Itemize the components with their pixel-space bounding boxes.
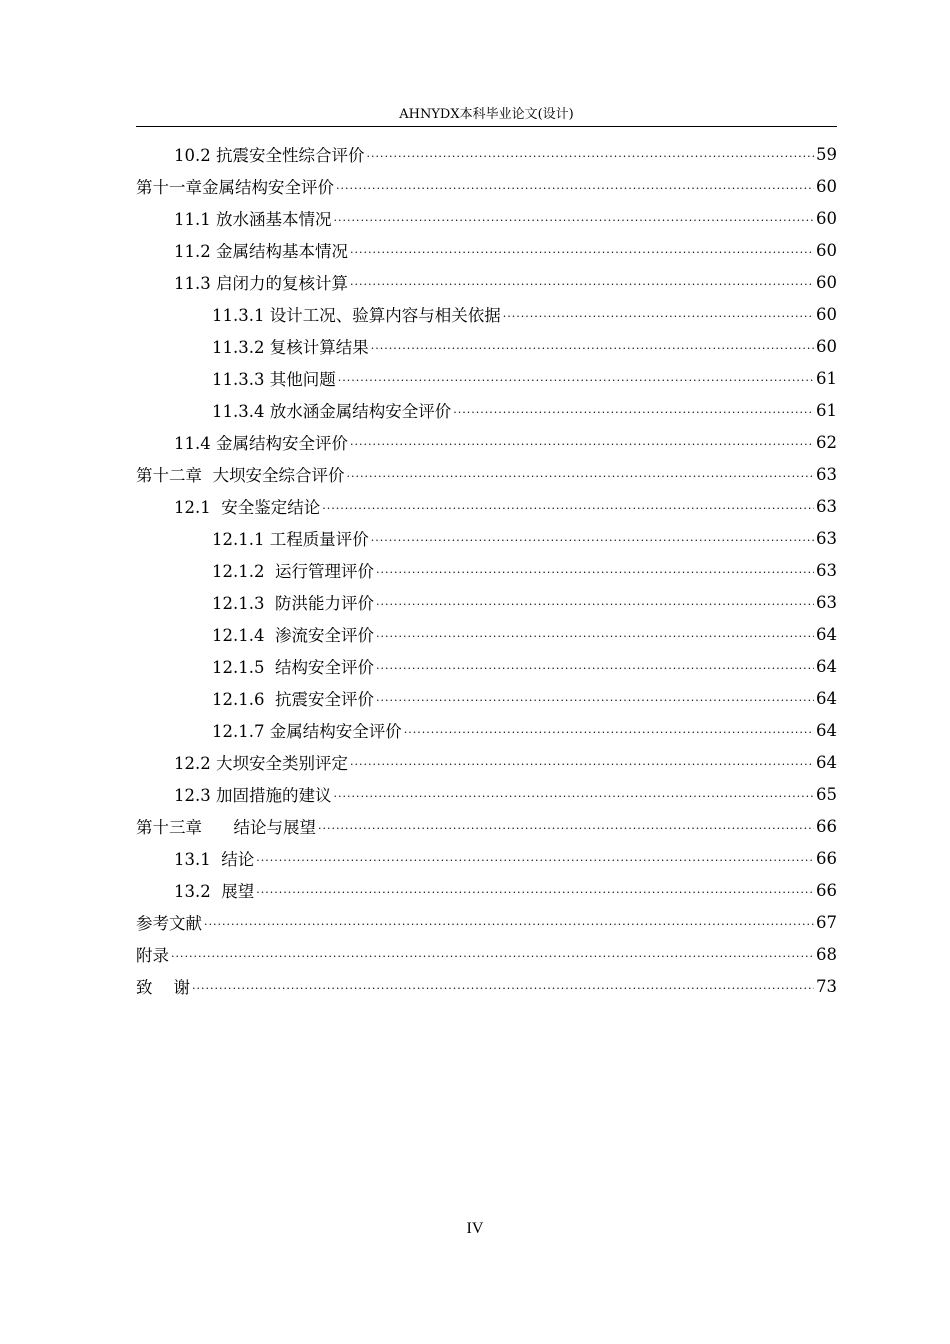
toc-entry-page: 63 — [816, 560, 837, 580]
toc-entry-label: 11.3 启闭力的复核计算 — [174, 274, 348, 293]
toc-entry-page: 64 — [816, 720, 837, 740]
toc-entry-page: 63 — [816, 592, 837, 612]
toc-entry[interactable] — [136, 298, 837, 330]
toc-entry[interactable] — [136, 394, 837, 426]
toc-entry[interactable] — [136, 330, 837, 362]
toc-entry-label: 第十三章 结论与展望 — [136, 818, 316, 837]
toc-entry-label: 12.1 安全鉴定结论 — [174, 498, 321, 517]
toc-entry[interactable] — [136, 266, 837, 298]
toc-entry[interactable] — [136, 426, 837, 458]
toc-entry-label: 第十二章 大坝安全综合评价 — [136, 466, 345, 485]
toc-entry-page: 61 — [816, 368, 837, 388]
toc-entry-page: 63 — [816, 528, 837, 548]
toc-entry-label: 12.2 大坝安全类别评定 — [174, 754, 348, 773]
toc-entry-page: 64 — [816, 656, 837, 676]
toc-entry-page: 61 — [816, 400, 837, 420]
toc-entry-label: 11.1 放水涵基本情况 — [174, 210, 332, 229]
toc-dot-leader — [376, 560, 814, 580]
toc-entry-page: 59 — [816, 144, 837, 164]
toc-entry-page: 63 — [816, 496, 837, 516]
toc-dot-leader — [192, 976, 814, 996]
toc-entry[interactable] — [136, 874, 837, 906]
toc-dot-leader — [333, 784, 814, 804]
toc-entry[interactable] — [136, 362, 837, 394]
toc-dot-leader — [453, 400, 814, 420]
toc-entry-label: 12.1.1 工程质量评价 — [212, 530, 369, 549]
toc-entry-page: 66 — [816, 848, 837, 868]
toc-entry-label: 12.1.6 抗震安全评价 — [212, 690, 374, 709]
toc-dot-leader — [338, 368, 814, 388]
toc-entry-label: 11.2 金属结构基本情况 — [174, 242, 348, 261]
toc-dot-leader — [350, 240, 814, 260]
toc-entry[interactable] — [136, 810, 837, 842]
toc-entry-page: 64 — [816, 624, 837, 644]
toc-entry-page: 60 — [816, 176, 837, 196]
toc-entry-page: 60 — [816, 272, 837, 292]
toc-entry-label: 11.4 金属结构安全评价 — [174, 434, 348, 453]
toc-entry-label: 12.1.7 金属结构安全评价 — [212, 722, 402, 741]
toc-entry-page: 68 — [816, 944, 837, 964]
toc-dot-leader — [366, 144, 814, 164]
toc-dot-leader — [376, 592, 814, 612]
toc-dot-leader — [256, 880, 814, 900]
toc-entry[interactable] — [136, 618, 837, 650]
toc-entry[interactable] — [136, 714, 837, 746]
toc-entry-page: 66 — [816, 816, 837, 836]
toc-entry[interactable] — [136, 554, 837, 586]
toc-dot-leader — [371, 528, 814, 548]
toc-entry[interactable] — [136, 138, 837, 170]
toc-entry[interactable] — [136, 778, 837, 810]
toc-entry-label: 11.3.1 设计工况、验算内容与相关依据 — [212, 306, 501, 325]
toc-entry-label: 13.1 结论 — [174, 850, 255, 869]
toc-entry-page: 64 — [816, 688, 837, 708]
toc-entry-page: 73 — [816, 976, 837, 996]
toc-entry[interactable] — [136, 490, 837, 522]
toc-entry[interactable] — [136, 938, 837, 970]
toc-entry[interactable] — [136, 586, 837, 618]
toc-dot-leader — [333, 208, 814, 228]
toc-entry-page: 64 — [816, 752, 837, 772]
toc-entry-page: 60 — [816, 336, 837, 356]
toc-entry-label: 第十一章金属结构安全评价 — [136, 178, 334, 197]
toc-entry-label: 11.3.2 复核计算结果 — [212, 338, 369, 357]
toc-entry-label: 11.3.3 其他问题 — [212, 370, 336, 389]
page-number: IV — [466, 1220, 484, 1237]
toc-entry-label: 10.2 抗震安全性综合评价 — [174, 146, 365, 165]
toc-entry[interactable] — [136, 650, 837, 682]
toc-entry-label: 致 谢 — [136, 978, 190, 997]
toc-dot-leader — [256, 848, 814, 868]
header-rule — [136, 126, 837, 127]
toc-entry-page: 63 — [816, 464, 837, 484]
toc-dot-leader — [350, 432, 814, 452]
toc-dot-leader — [376, 688, 814, 708]
toc-entry-page: 60 — [816, 240, 837, 260]
toc-entry[interactable] — [136, 522, 837, 554]
toc-dot-leader — [503, 304, 814, 324]
toc-entry-label: 12.1.3 防洪能力评价 — [212, 594, 374, 613]
toc-dot-leader — [376, 624, 814, 644]
toc-dot-leader — [404, 720, 814, 740]
toc-dot-leader — [336, 176, 814, 196]
toc-entry-page: 62 — [816, 432, 837, 452]
toc-entry[interactable] — [136, 458, 837, 490]
toc-entry-label: 12.1.5 结构安全评价 — [212, 658, 374, 677]
toc-entry-label: 12.1.2 运行管理评价 — [212, 562, 374, 581]
toc-entry[interactable] — [136, 906, 837, 938]
toc-dot-leader — [347, 464, 815, 484]
toc-dot-leader — [350, 272, 814, 292]
toc-entry-label: 附录 — [136, 946, 169, 965]
toc-dot-leader — [371, 336, 814, 356]
toc-dot-leader — [350, 752, 814, 772]
toc-entry[interactable] — [136, 202, 837, 234]
toc-entry-page: 66 — [816, 880, 837, 900]
toc-entry-page: 67 — [816, 912, 837, 932]
running-header: AHNYDX本科毕业论文(设计) — [399, 107, 574, 122]
toc-entry[interactable] — [136, 970, 837, 1002]
toc-entry-label: 12.3 加固措施的建议 — [174, 786, 332, 805]
toc-entry[interactable] — [136, 234, 837, 266]
table-of-contents — [136, 138, 837, 1002]
toc-entry-label: 11.3.4 放水涵金属结构安全评价 — [212, 402, 452, 421]
toc-entry[interactable] — [136, 170, 837, 202]
toc-dot-leader — [204, 912, 814, 932]
toc-dot-leader — [322, 496, 814, 516]
toc-entry-page: 60 — [816, 208, 837, 228]
toc-entry[interactable] — [136, 842, 837, 874]
toc-entry-page: 65 — [816, 784, 837, 804]
toc-dot-leader — [171, 944, 814, 964]
toc-dot-leader — [376, 656, 814, 676]
toc-entry[interactable] — [136, 682, 837, 714]
toc-entry-page: 60 — [816, 304, 837, 324]
toc-entry-label: 13.2 展望 — [174, 882, 255, 901]
toc-dot-leader — [318, 816, 814, 836]
toc-entry-label: 12.1.4 渗流安全评价 — [212, 626, 374, 645]
toc-entry-label: 参考文献 — [136, 914, 202, 933]
toc-entry[interactable] — [136, 746, 837, 778]
